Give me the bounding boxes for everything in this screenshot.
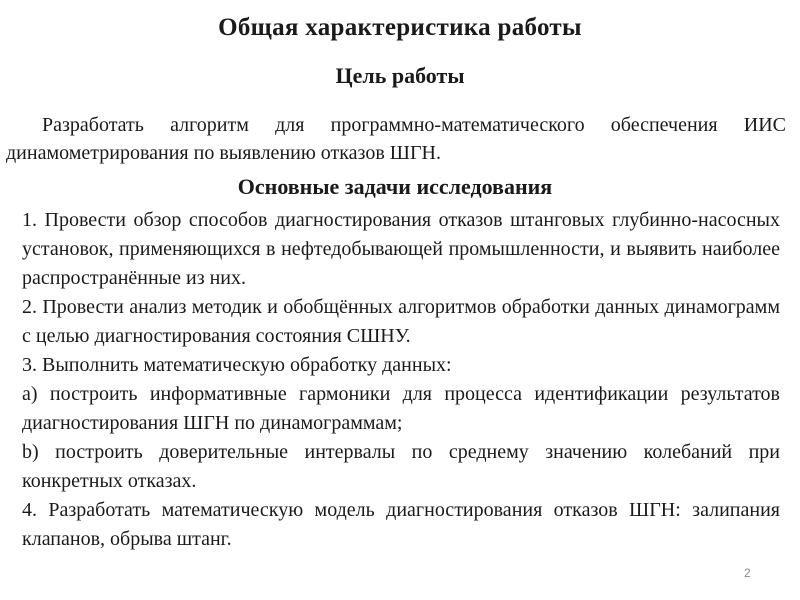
tasks-heading: Основные задачи исследования [237,174,553,199]
task-item: 2. Провести анализ методик и обобщённых алгоритмов обработки данных динамограмм с целью диагностирования состояния СШНУ. [22,296,780,347]
task-item: a) построить информативные гармоники для процесса идентификации результатов диагностирования ШГН по динамограммам; [22,383,780,434]
tasks-list [22,206,780,554]
task-item: 3. Выполнить математическую обработку данных: [22,354,452,376]
page-title: Общая характеристика работы [218,14,582,41]
task-item: b) построить доверительные интервалы по среднему значению колебаний при конкретных отказах. [22,441,780,492]
goal-text: Разработать алгоритм для программно-математического обеспечения ИИС динамометрирования по выявлению отказов ШГН. [6,114,786,164]
task-item: 1. Провести обзор способов диагностирования отказов штанговых глубинно-насосных установок, применяющихся в нефтедобывающей промышленности, и выявить наиболее распространённые из них. [22,209,780,289]
goal-heading: Цель работы [335,63,465,88]
page-number: 2 [744,566,751,580]
task-item: 4. Разработать математическую модель диагностирования отказов ШГН: залипания клапанов, обрыва штанг. [22,499,780,550]
